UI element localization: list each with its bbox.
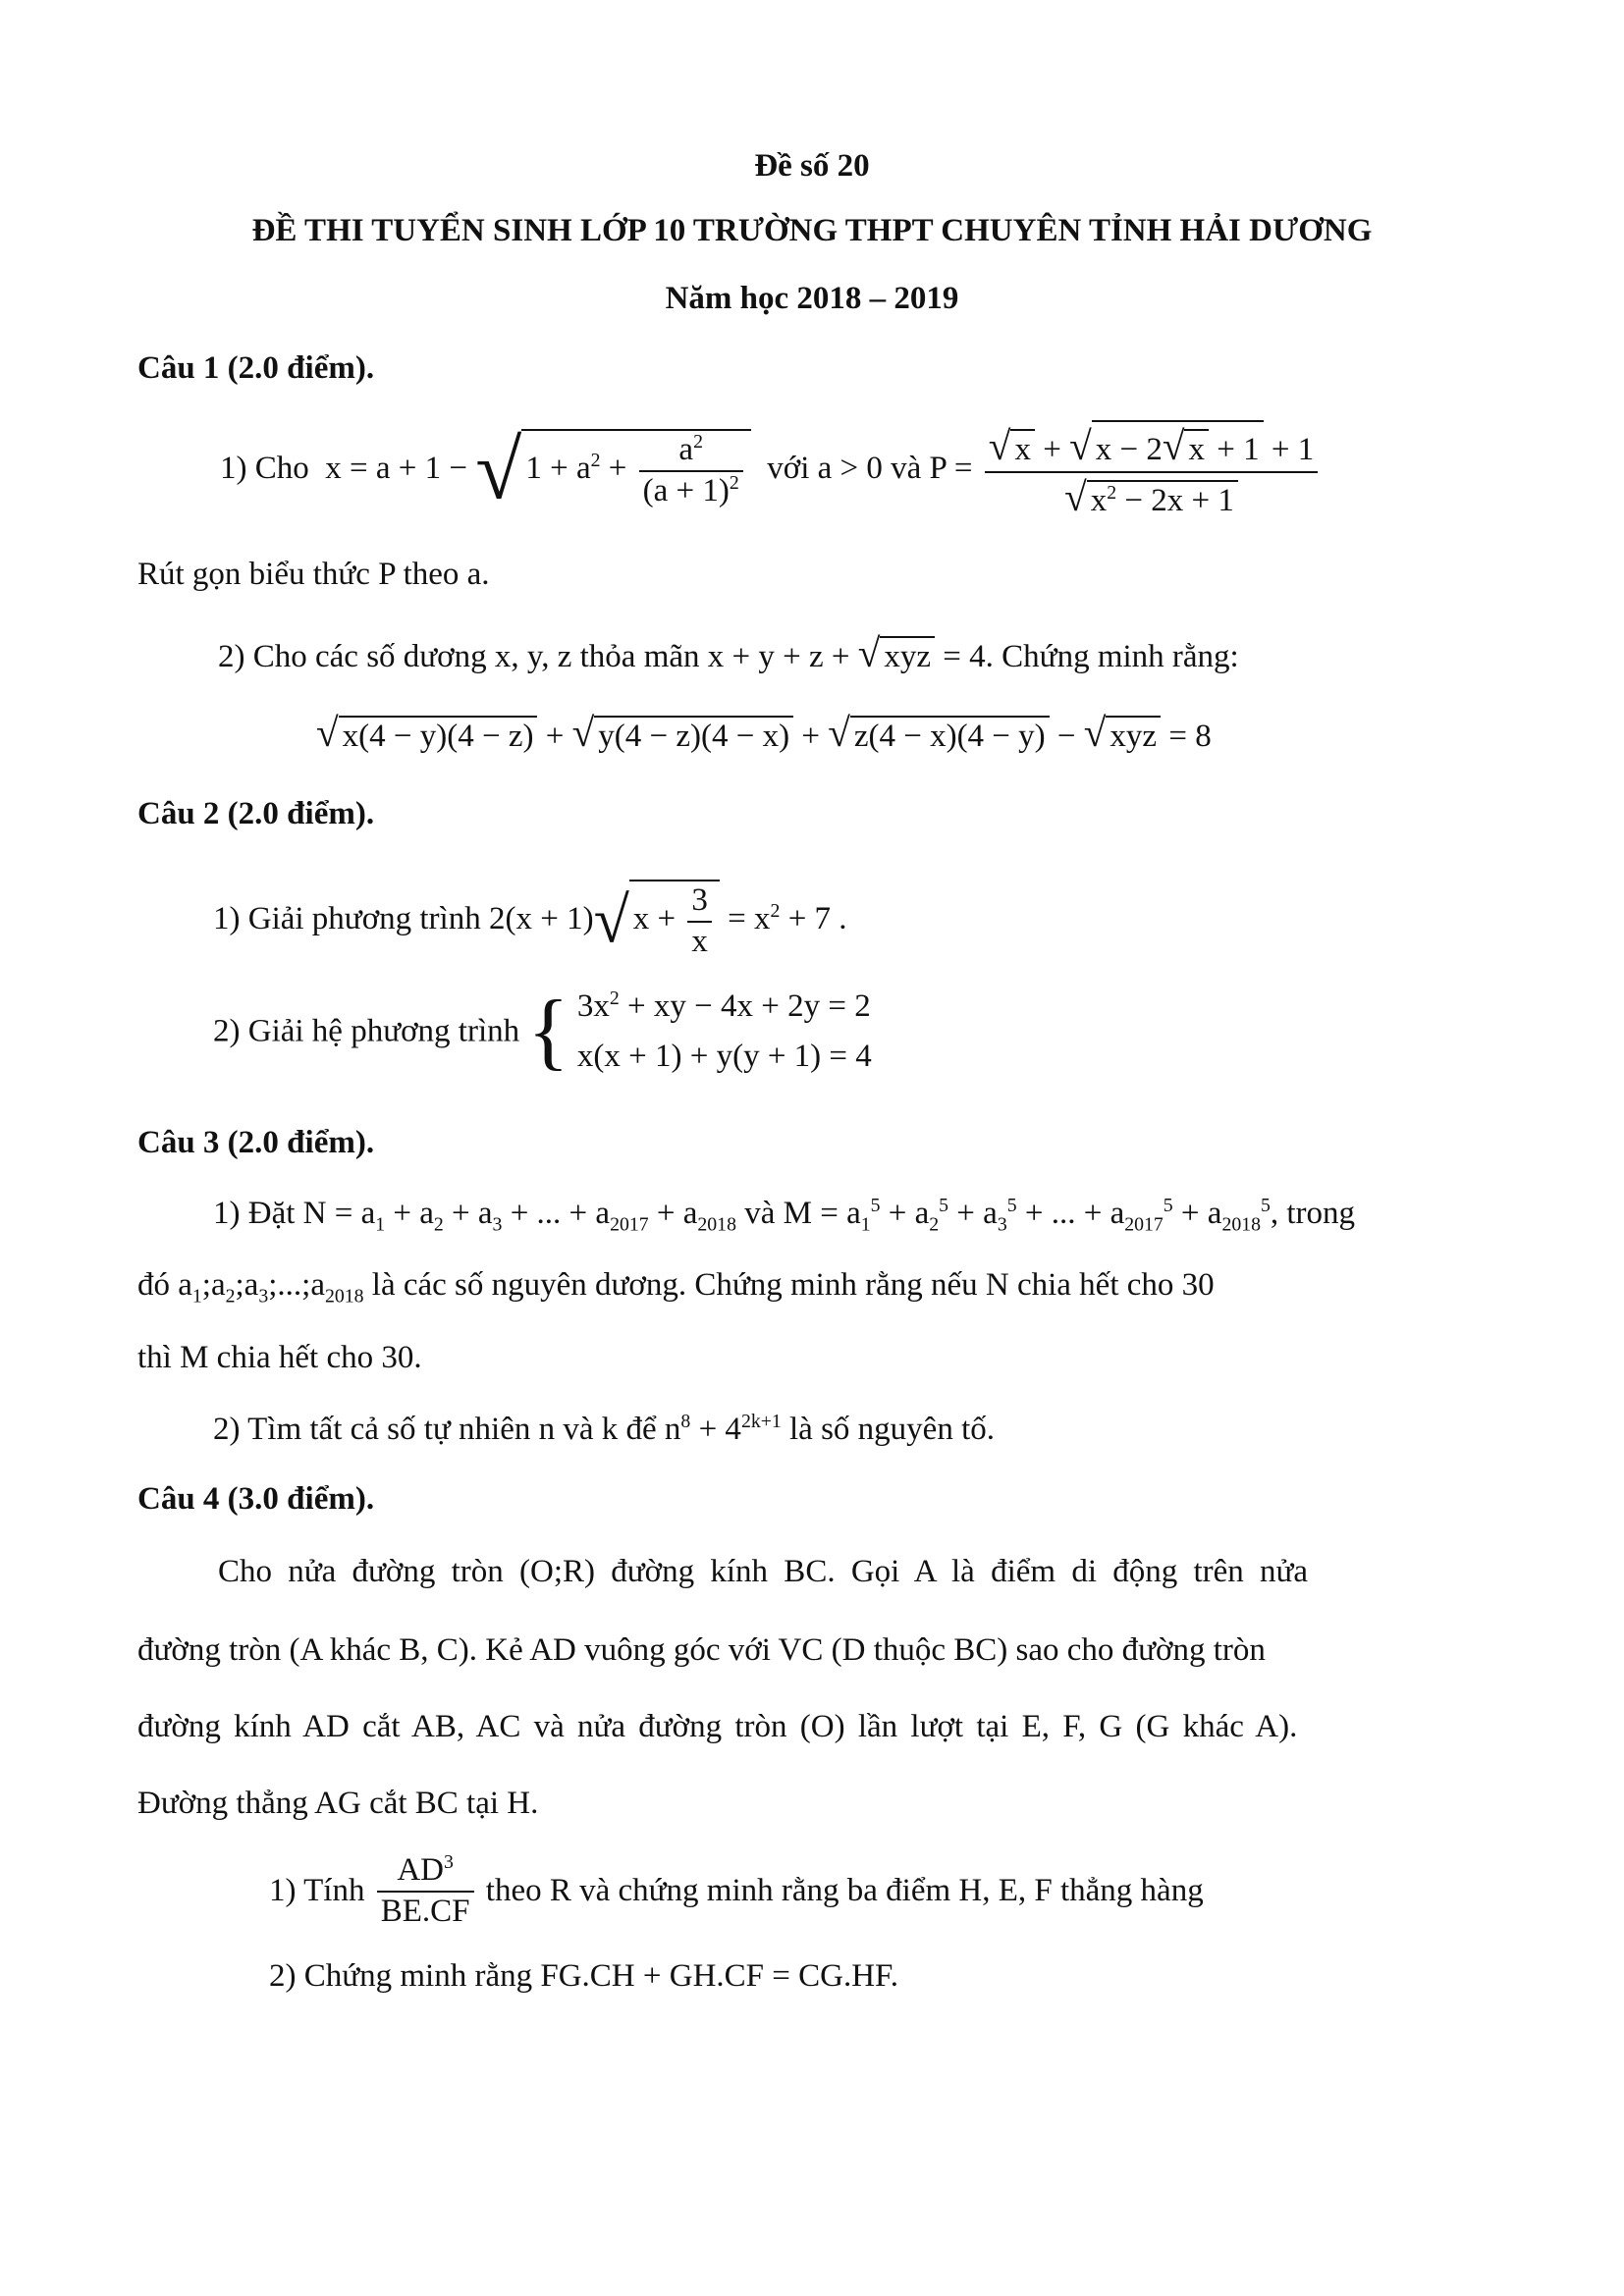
q3p2-prefix: 2) Tìm tất cả số tự nhiên n và k để bbox=[213, 1412, 657, 1447]
question-3-part-1-line-2: đó $a_1;a_2;a_3;...;a_{2018}$ là các số nguyên dương. Chứng minh rằng nếu N chia hết cho 30 bbox=[137, 1267, 1215, 1308]
q4-l1b: đường kính BC. Gọi A là điểm di động trên nửa bbox=[611, 1554, 1309, 1589]
q4-l1a: Cho nửa đường tròn bbox=[218, 1554, 504, 1589]
q2p1-prefix: 1) Giải phương trình bbox=[213, 901, 481, 937]
q4p2-end: . bbox=[890, 1958, 899, 1994]
q4-l3b: lần lượt tại E, F, G (G khác A). bbox=[857, 1709, 1298, 1744]
q1p1-prefix: 1) Cho bbox=[220, 451, 309, 487]
question-2-part-2 bbox=[213, 982, 872, 1082]
q4-l3a: đường kính AD cắt AB, AC và nửa đường tròn bbox=[137, 1709, 787, 1744]
question-1-part-2: 2) Cho các số dương x, y, z thỏa mãn x + y + z + √ xyz = 4. Chứng minh rằng: bbox=[218, 630, 1239, 675]
q4p1-prefix: 1) Tính bbox=[269, 1872, 365, 1908]
q4p2-prefix: 2) Chứng minh rằng bbox=[269, 1958, 533, 1994]
question-2-part-1: 1) Giải phương trình 2(x + 1)√ x + $\frac{3}{x}$ = $x^2 + 7$ . bbox=[213, 880, 847, 961]
fraction-ad3: $\frac{AD^3}{BE.CF}$ bbox=[377, 1851, 474, 1931]
exam-number: Đề số 20 bbox=[754, 148, 870, 184]
q4p2-formula: FG.CH + GH.CF = CG.HF bbox=[540, 1958, 891, 1994]
q3p1-do: đó bbox=[137, 1267, 170, 1303]
question-1-identity: √ x(4 − y)(4 − z) + √ y(4 − z)(4 − x) + √ z(4 − x)(4 − y) − √ xyz = 8 bbox=[316, 710, 1212, 755]
exam-title: ĐỀ THI TUYỂN SINH LỚP 10 TRƯỜNG THPT CHUYÊN TỈNH HẢI DƯƠNG bbox=[251, 213, 1373, 248]
question-4-heading: Câu 4 (3.0 điểm). bbox=[137, 1481, 375, 1517]
equation-system: $3x^2$ + xy − 4x + 2y = 2 x(x + 1) + y(y + 1) = 4 bbox=[576, 988, 872, 1075]
question-2-heading: Câu 2 (2.0 điểm). bbox=[137, 796, 375, 831]
question-4-line-2: đường tròn (A khác B, C). Kẻ AD vuông góc với VC (D thuộc BC) sao cho đường tròn bbox=[137, 1632, 1266, 1668]
question-4-line-3: đường kính AD cắt AB, AC và nửa đường tròn (O) lần lượt tại E, F, G (G khác A). bbox=[137, 1709, 1298, 1744]
question-3-heading: Câu 3 (2.0 điểm). bbox=[137, 1125, 375, 1160]
question-3-part-2: 2) Tìm tất cả số tự nhiên n và k để $n^8 + 4^{2k+1}$ là số nguyên tố. bbox=[213, 1411, 995, 1447]
q1p1-mid: với bbox=[767, 451, 810, 487]
question-4-line-1: Cho nửa đường tròn (O;R) đường kính BC. Gọi A là điểm di động trên nửa bbox=[218, 1554, 1309, 1589]
q2p2-prefix: 2) Giải hệ phương trình bbox=[213, 1013, 520, 1049]
q3p1-trong: , trong bbox=[1270, 1196, 1356, 1231]
q3p1-and: và bbox=[744, 1196, 776, 1231]
q1p1-and: và bbox=[891, 451, 922, 487]
system-brace: { bbox=[527, 984, 569, 1080]
q3p2-suffix: là số nguyên tố. bbox=[789, 1412, 995, 1447]
question-3-part-1-line-3: thì M chia hết cho 30. bbox=[137, 1340, 422, 1375]
question-4-part-2 bbox=[269, 1957, 898, 1997]
question-4-part-1 bbox=[269, 1851, 1204, 1931]
q1p2-prefix: 2) Cho các số dương x, y, z thỏa mãn bbox=[218, 639, 700, 674]
q3p1-prefix: 1) Đặt bbox=[213, 1196, 296, 1231]
question-1-heading: Câu 1 (2.0 điểm). bbox=[137, 350, 375, 386]
question-1-part-1-task: Rút gọn biểu thức P theo a. bbox=[137, 557, 490, 592]
q4p1-suffix: theo R và chứng minh rằng ba điểm H, E, F thẳng hàng bbox=[485, 1872, 1204, 1908]
question-1-part-1: 1) Cho x = a + 1 − √ $1 + a^2$ + $\frac{a^2}{(a + 1)^2}$ với a > 0 và P = $\frac{√ x + √ x - 2√ x + 1 + 1}{√ x^2 - 2x + 1}$ bbox=[220, 420, 1322, 521]
q3p1-line2: là các số nguyên dương. Chứng minh rằng nếu N chia hết cho 30 bbox=[371, 1267, 1215, 1303]
q1p2-suffix: . Chứng minh rằng: bbox=[985, 639, 1239, 674]
school-year: Năm học 2018 – 2019 bbox=[665, 281, 959, 316]
formula-x: x = a + 1 − √ $1 + a^2$ + $\frac{a^2}{(a + 1)^2}$ bbox=[317, 451, 759, 486]
formula-p: P = $\frac{√ x + √ x - 2√ x + 1 + 1}{√ x^2 - 2x + 1}$ bbox=[930, 451, 1323, 486]
question-3-part-1: 1) Đặt $N = a_1 + a_2 + a_3$ + ... + $a_{2017} + a_{2018}$ và $M = a_1^5 + a_2^5 + a_3^5$ + ... + $a_{2017}^5 + a_{2018}^5$, trong bbox=[213, 1195, 1356, 1236]
question-4-line-4: Đường thẳng AG cắt BC tại H. bbox=[137, 1786, 539, 1821]
